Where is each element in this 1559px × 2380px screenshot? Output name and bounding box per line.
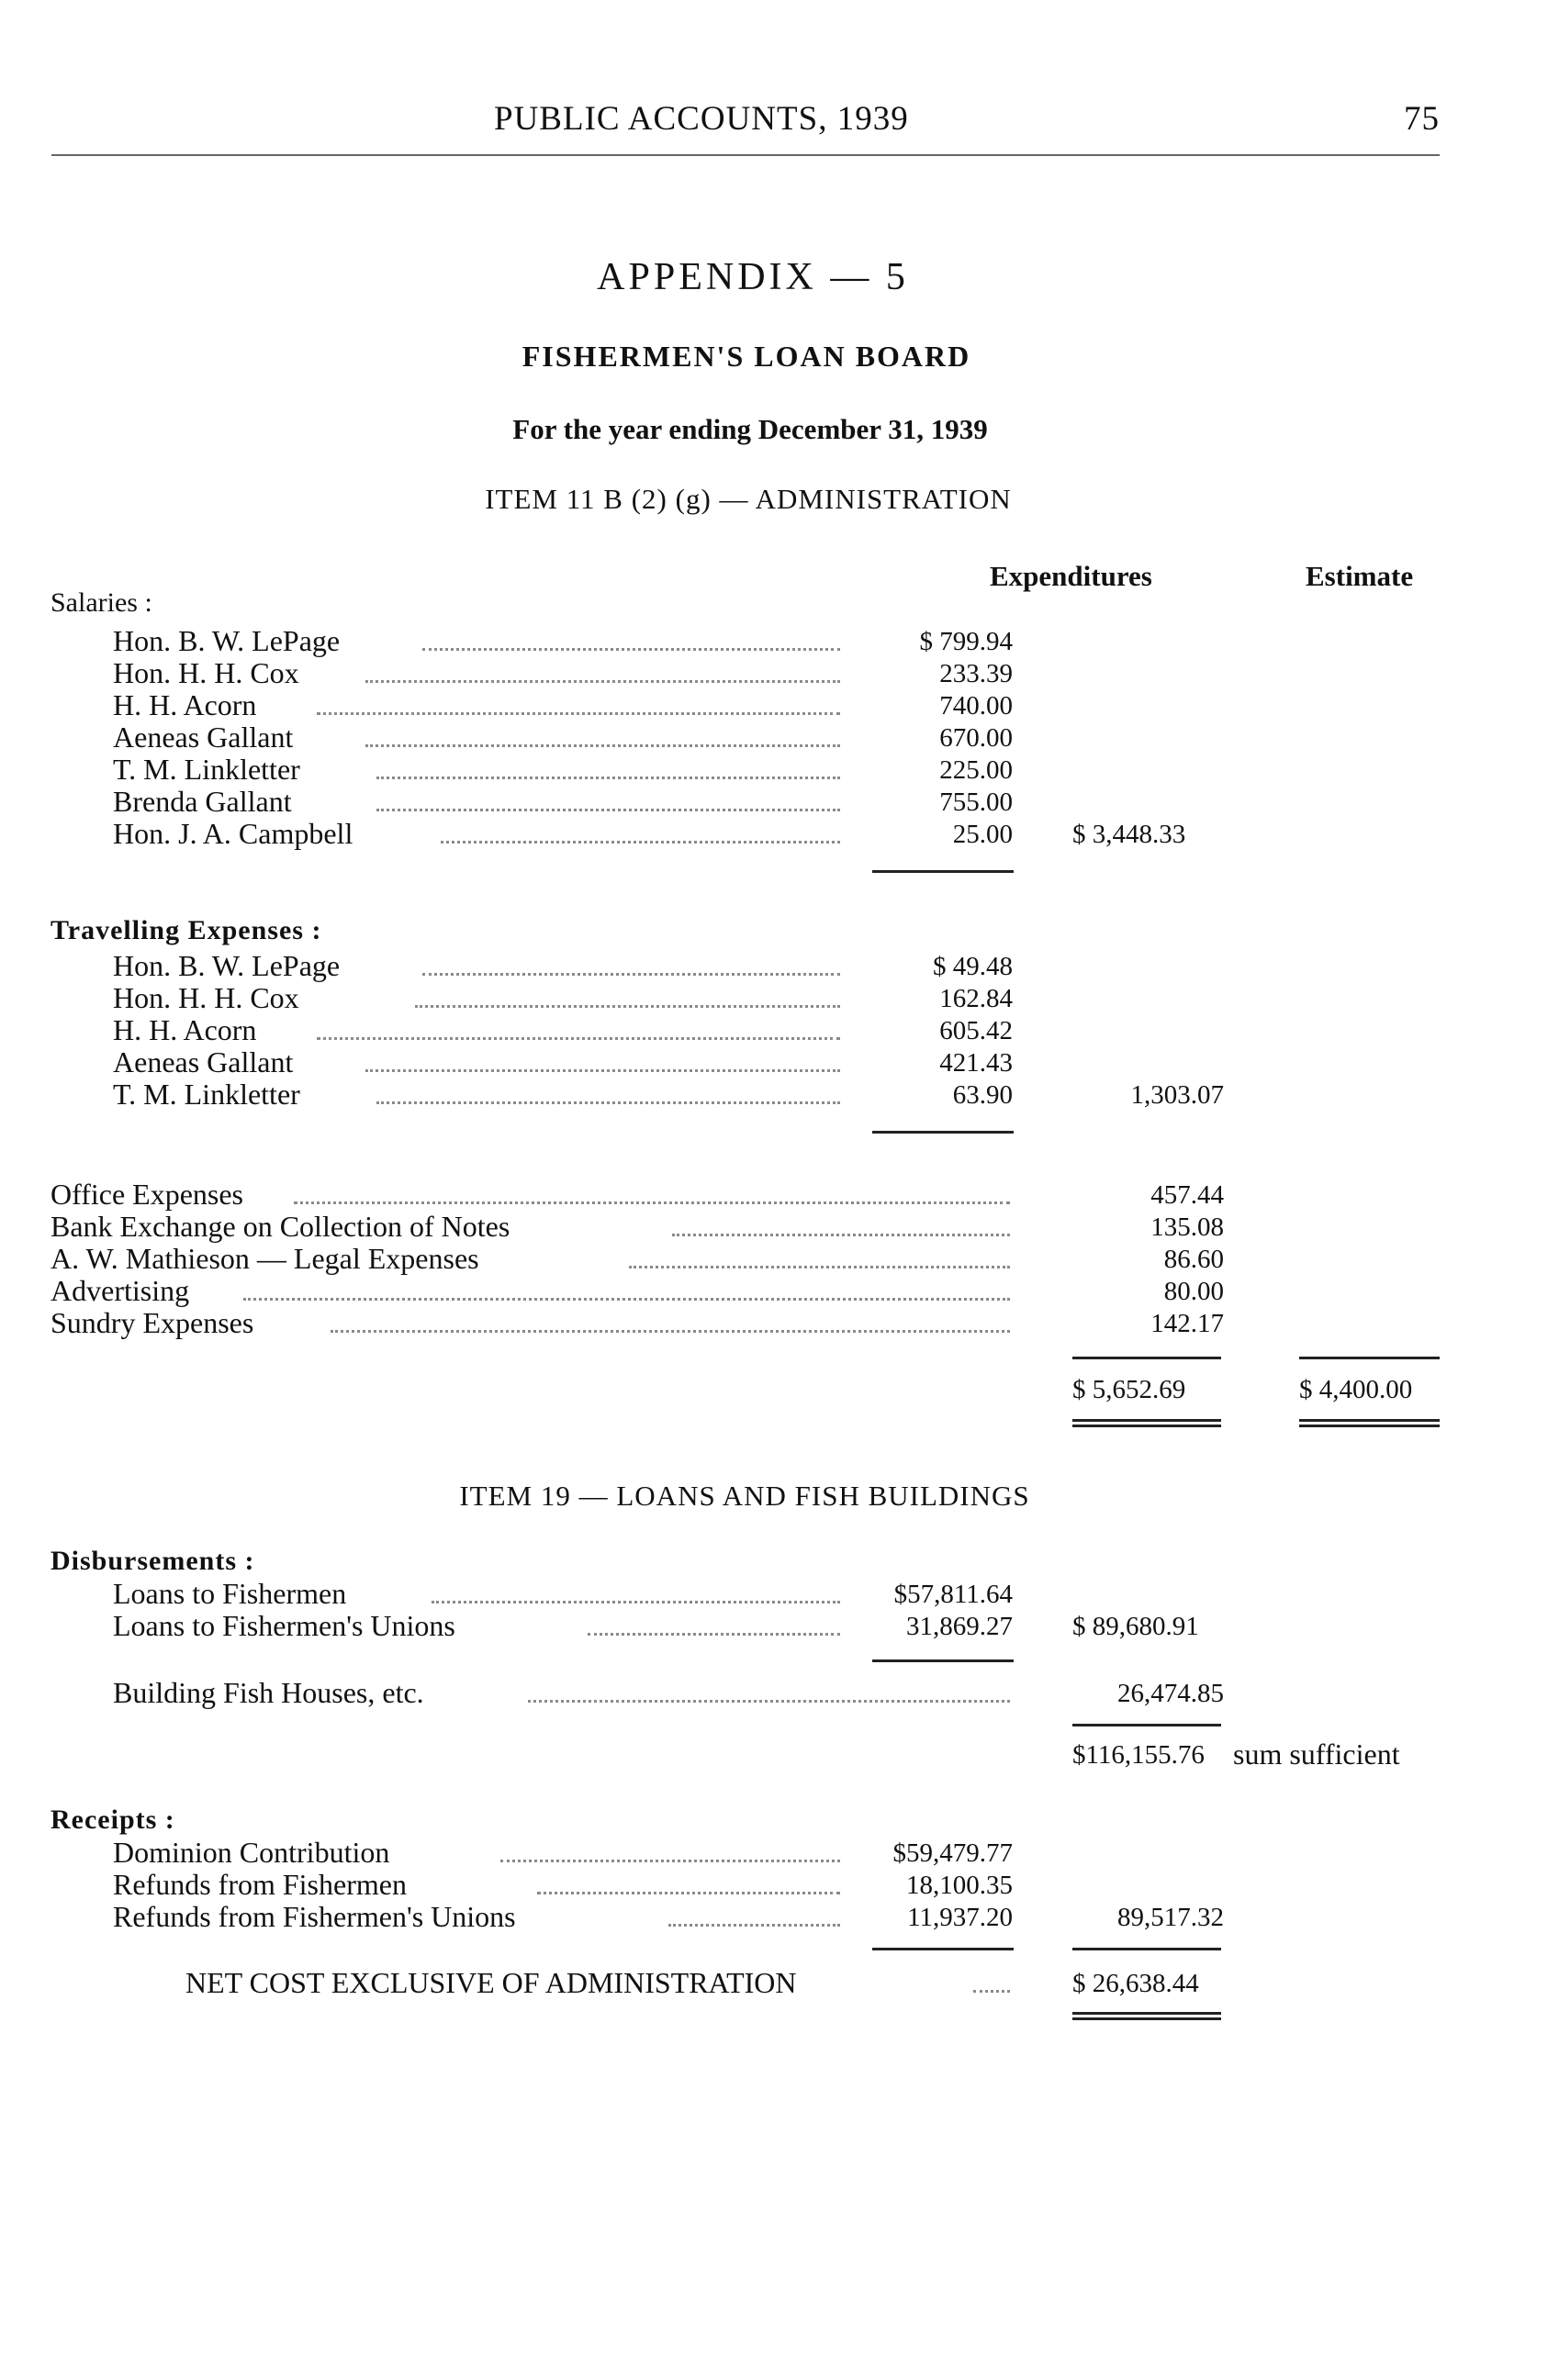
- row-amount: 63.90: [952, 1080, 1013, 1110]
- row-amount: $59,479.77: [892, 1838, 1013, 1868]
- appendix-title: APPENDIX — 5: [597, 256, 909, 298]
- row-name: Brenda Gallant: [113, 785, 292, 818]
- receipts-label: Receipts :: [50, 1805, 175, 1835]
- estimate-double-rule: [1299, 1419, 1440, 1422]
- col-estimate: Estimate: [1306, 560, 1414, 592]
- row-amount: 233.39: [939, 659, 1013, 688]
- receipts-subtotal-rule: [872, 1948, 1014, 1950]
- net-cost-value: $ 26,638.44: [1072, 1969, 1199, 1998]
- disbursements-label: Disbursements :: [50, 1546, 255, 1576]
- leader-dots: [331, 1330, 1010, 1333]
- leader-dots: [973, 1990, 1010, 1993]
- disbursements-subtotal-rule: [872, 1659, 1014, 1662]
- leader-dots: [376, 809, 840, 811]
- leader-dots: [365, 744, 840, 747]
- row-amount: 670.00: [939, 723, 1013, 753]
- row-name: Refunds from Fishermen's Unions: [113, 1900, 516, 1933]
- leader-dots: [415, 1005, 840, 1008]
- net-cost-double-rule: [1072, 2017, 1221, 2020]
- sum-sufficient-note: sum sufficient: [1233, 1738, 1400, 1771]
- leader-dots: [537, 1892, 840, 1894]
- estimate-total-rule: [1299, 1357, 1440, 1359]
- receipts-total-rule: [1072, 1948, 1221, 1950]
- row-name: Loans to Fishermen: [113, 1577, 347, 1610]
- leader-dots: [672, 1234, 1010, 1236]
- row-name: T. M. Linkletter: [113, 1078, 300, 1111]
- net-cost-label: NET COST EXCLUSIVE OF ADMINISTRATION: [185, 1966, 797, 1999]
- row-amount: 135.08: [1150, 1212, 1224, 1242]
- row-name: A. W. Mathieson — Legal Expenses: [50, 1242, 479, 1275]
- net-cost-double-rule: [1072, 2012, 1221, 2015]
- travelling-total: 1,303.07: [1130, 1080, 1224, 1110]
- disbursement-grand-rule: [1072, 1724, 1221, 1726]
- item19-heading: ITEM 19 — LOANS AND FISH BUILDINGS: [459, 1480, 1030, 1512]
- leader-dots: [376, 777, 840, 779]
- row-name: Bank Exchange on Collection of Notes: [50, 1210, 510, 1243]
- header-rule: [51, 154, 1440, 156]
- row-name: Hon. H. H. Cox: [113, 656, 299, 689]
- col-expenditures: Expenditures: [990, 560, 1152, 592]
- leader-dots: [294, 1201, 1010, 1204]
- running-header-title: PUBLIC ACCOUNTS, 1939: [494, 100, 909, 138]
- row-name: H. H. Acorn: [113, 688, 257, 721]
- leader-dots: [668, 1924, 840, 1927]
- period-line: For the year ending December 31, 1939: [512, 413, 988, 445]
- row-amount: 755.00: [939, 788, 1013, 817]
- leader-dots: [317, 712, 840, 715]
- grand-total-double-rule: [1072, 1419, 1221, 1422]
- row-amount: $57,811.64: [893, 1580, 1013, 1609]
- leader-dots: [317, 1037, 840, 1040]
- row-amount: 605.42: [939, 1016, 1013, 1045]
- row-amount: 18,100.35: [906, 1871, 1013, 1900]
- travelling-subtotal-rule: [872, 1131, 1014, 1134]
- row-amount: 31,869.27: [906, 1612, 1013, 1641]
- row-amount: 225.00: [939, 755, 1013, 785]
- leader-dots: [365, 1069, 840, 1072]
- disbursement-grand-total: $116,155.76: [1072, 1740, 1205, 1770]
- row-amount: 421.43: [939, 1048, 1013, 1078]
- leader-dots: [441, 841, 840, 844]
- leader-dots: [422, 973, 840, 976]
- item11-heading: ITEM 11 B (2) (g) — ADMINISTRATION: [485, 483, 1012, 515]
- page-number: 75: [1404, 100, 1440, 138]
- row-name: Hon. J. A. Campbell: [113, 817, 353, 850]
- row-name: Hon. B. W. LePage: [113, 624, 341, 657]
- leader-dots: [432, 1601, 840, 1603]
- grand-total: $ 5,652.69: [1072, 1375, 1186, 1404]
- leader-dots: [588, 1633, 840, 1636]
- leader-dots: [500, 1860, 840, 1862]
- row-name: Hon. B. W. LePage: [113, 949, 341, 982]
- row-name: Refunds from Fishermen: [113, 1868, 407, 1901]
- grand-total-rule: [1072, 1357, 1221, 1359]
- salaries-label: Salaries :: [50, 587, 152, 618]
- row-amount: 80.00: [1163, 1277, 1224, 1306]
- row-name: H. H. Acorn: [113, 1013, 257, 1046]
- leader-dots: [528, 1700, 1010, 1703]
- row-name: Aeneas Gallant: [113, 721, 294, 754]
- leader-dots: [365, 680, 840, 683]
- row-amount: 86.60: [1163, 1245, 1224, 1274]
- disbursements-total: $ 89,680.91: [1072, 1612, 1199, 1641]
- row-amount: 142.17: [1150, 1309, 1224, 1338]
- row-name: Aeneas Gallant: [113, 1045, 294, 1078]
- row-amount: 457.44: [1150, 1180, 1224, 1210]
- row-amount: 26,474.85: [1117, 1679, 1224, 1708]
- leader-dots: [422, 648, 840, 651]
- leader-dots: [629, 1266, 1010, 1268]
- row-amount: 740.00: [939, 691, 1013, 721]
- travelling-label: Travelling Expenses :: [50, 915, 322, 945]
- board-title: FISHERMEN'S LOAN BOARD: [522, 340, 971, 373]
- row-amount: $ 49.48: [933, 952, 1013, 981]
- salaries-total: $ 3,448.33: [1072, 820, 1186, 849]
- row-name: Advertising: [50, 1274, 190, 1307]
- estimate-total: $ 4,400.00: [1299, 1375, 1413, 1404]
- grand-total-double-rule: [1072, 1425, 1221, 1427]
- leader-dots: [376, 1101, 840, 1104]
- receipts-total: 89,517.32: [1117, 1903, 1224, 1932]
- row-name: Loans to Fishermen's Unions: [113, 1609, 455, 1642]
- row-name: Sundry Expenses: [50, 1306, 254, 1339]
- row-name: Building Fish Houses, etc.: [113, 1676, 424, 1709]
- row-name: T. M. Linkletter: [113, 753, 300, 786]
- row-name: Office Expenses: [50, 1178, 243, 1211]
- row-amount: $ 799.94: [919, 627, 1013, 656]
- salaries-subtotal-rule: [872, 870, 1014, 873]
- row-amount: 25.00: [952, 820, 1013, 849]
- row-amount: 11,937.20: [907, 1903, 1013, 1932]
- row-name: Hon. H. H. Cox: [113, 981, 299, 1014]
- estimate-double-rule: [1299, 1425, 1440, 1427]
- row-amount: 162.84: [939, 984, 1013, 1013]
- leader-dots: [243, 1298, 1010, 1301]
- row-name: Dominion Contribution: [113, 1836, 390, 1869]
